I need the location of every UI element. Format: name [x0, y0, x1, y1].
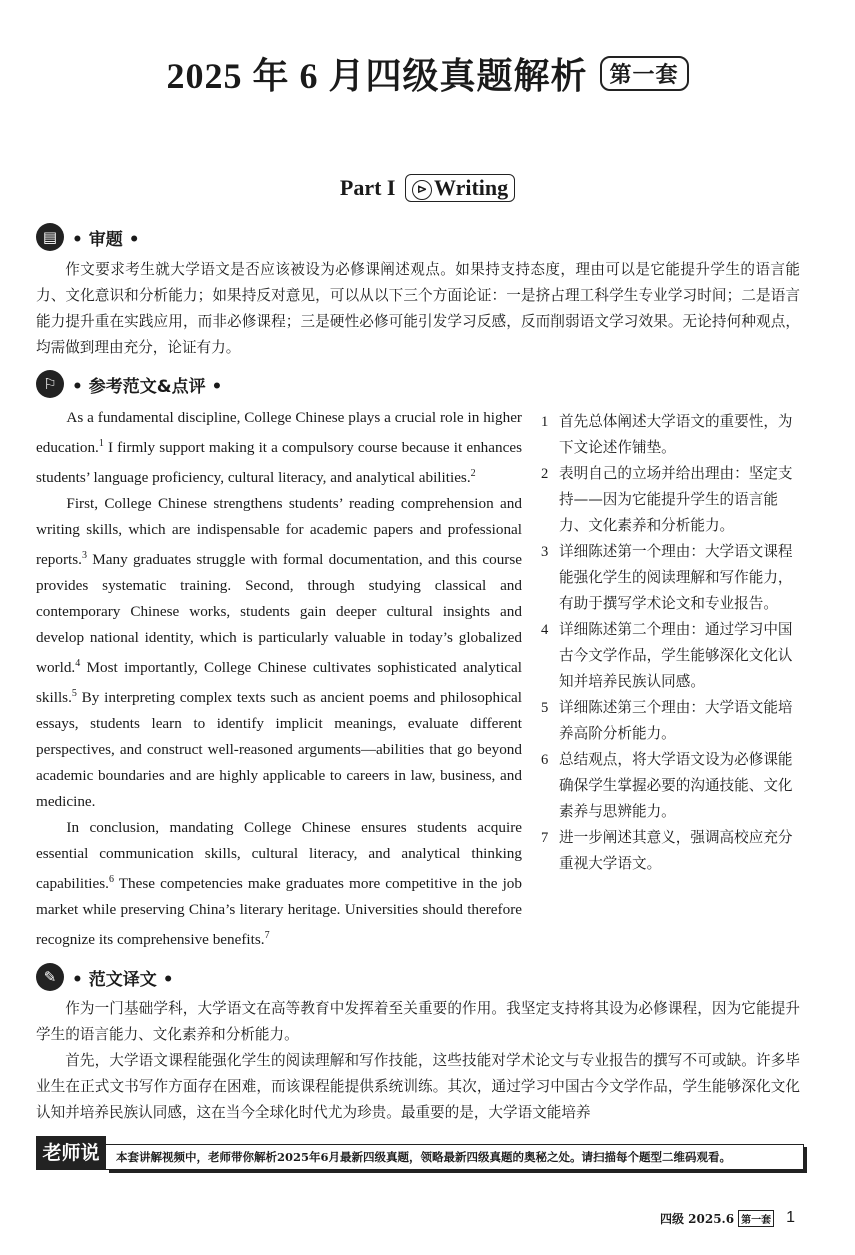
sample-essay — [36, 405, 522, 953]
analysis-text-block — [36, 257, 800, 361]
essay-paragraph-2: First, College Chinese strengthens students’ reading comprehension and writing skills, which are indispensable for academic papers and professional reports.$^3$ Many graduates struggle with formal documentation, and this course provides systematic training. Second, through studying classical and contemporary Chinese works, students gain deeper cultural insights and develop national identity, which is particularly valuable in today’s globalized world.$^4$ Most importantly, College Chinese cultivates sophisticated analytical skills.$^5$ By interpreting complex texts such as ancient poems and philosophical essays, students learn to identify implicit meanings, evaluate different perspectives, and construct well-reasoned arguments—abilities that go beyond academic boundaries and are highly applicable to careers in law, business, and medicine. — [36, 495, 522, 811]
analysis-paragraph: 作文要求考生就大学语文是否应该被设为必修课阐述观点。如果持支持态度，理由可以是它能提升学生的语言能力、文化意识和分析能力；如果持反对意见，可以从以下三个方面论证：一是挤占理工科学生专业学习时间；二是语言能力提升重在实践应用，而非必修课程；三是硬性必修可能引发学习反感，反而削弱语文学习效果。无论持何种观点，均需做到理由充分，论证有力。 — [36, 261, 800, 356]
note-item: 2 表明自己的立场并给出理由：坚定支持——因为它能提升学生的语言能力、文化素养和分析能力。 — [541, 465, 793, 534]
translation-paragraph-2: 首先，大学语文课程能强化学生的阅读理解和写作技能，这些技能对学术论文与专业报告的撰写不可或缺。许多毕业生在正式文书写作方面存在困难，而该课程能提供系统训练。其次，通过学习中国古今文学作品，学生能够深化文化认知并培养民族认同感，这在当今全球化时代尤为珍贵。最重要的是，大学语文能培养 — [36, 1052, 800, 1121]
pen-icon: ✎ — [36, 963, 64, 991]
title-text: 2025 年 6 月四级真题解析 — [166, 56, 588, 96]
translation-paragraph-1: 作为一门基础学科，大学语文在高等教育中发挥着至关重要的作用。我坚定支持将其设为必修课程，因为它能提升学生的语言能力、文化素养和分析能力。 — [36, 1000, 800, 1043]
commentary-notes — [541, 409, 799, 877]
page-number: 1 — [786, 1209, 795, 1226]
part-heading — [0, 174, 855, 202]
document-icon: ▤ — [36, 223, 64, 251]
note-item: 7 进一步阐述其意义，强调高校应充分重视大学语文。 — [541, 829, 793, 872]
translation-block — [36, 996, 800, 1126]
note-item: 5 详细陈述第三个理由：大学语文能培养高阶分析能力。 — [541, 699, 793, 742]
teacher-badge: 老师说 — [36, 1136, 106, 1170]
part-label: Part I — [339, 175, 396, 200]
essay-paragraph-3: In conclusion, mandating College Chinese ensures students acquire essential communication skills, cultural literacy, and analytical thinking capabilities.$^6$ These competencies make graduates more competitive in the job market while preserving China’s literary heritage. Universities should therefore recognize its comprehensive benefits.$^7$ — [36, 819, 522, 949]
footer-tag: 第一套 — [738, 1210, 774, 1227]
section-analysis-header — [36, 223, 140, 251]
section-translation-label: • 范文译文 • — [72, 969, 174, 990]
essay-paragraph-1: As a fundamental discipline, College Chinese plays a crucial role in higher education.$^1$ I firmly support making it a compulsory course because it enhances students’ language proficiency, cultural literacy, and analytical abilities.$^2$ — [36, 409, 522, 487]
note-item: 1 首先总体阐述大学语文的重要性，为下文论述作铺垫。 — [541, 413, 793, 456]
page-footer — [660, 1209, 795, 1227]
page-title — [0, 48, 855, 99]
flag-icon: ⚐ — [36, 370, 64, 398]
part-name: Writing — [433, 175, 509, 200]
section-analysis-label: • 审题 • — [72, 229, 140, 250]
section-translation-header — [36, 963, 174, 991]
arrow-icon: ⊳ — [412, 180, 432, 200]
part-name-box — [405, 174, 515, 202]
note-item: 6 总结观点，将大学语文设为必修课能确保学生掌握必要的沟通技能、文化素养与思辨能力。 — [541, 751, 793, 820]
set-tag: 第一套 — [600, 56, 689, 91]
note-item: 3 详细陈述第一个理由：大学语文课程能强化学生的阅读理解和写作能力，有助于撰写学术论文和专业报告。 — [541, 543, 793, 612]
section-sample-header — [36, 370, 222, 398]
teacher-says-banner — [36, 1136, 804, 1172]
note-item: 4 详细陈述第二个理由：通过学习中国古今文学作品，学生能够深化文化认知并培养民族认同感。 — [541, 621, 793, 690]
footer-label: 四级 2025.6 — [659, 1211, 735, 1226]
section-sample-label: • 参考范文&点评 • — [72, 376, 223, 397]
teacher-text: 本套讲解视频中，老师带你解析2025年6月最新四级真题，领略最新四级真题的奥秘之处。请扫描每个题型二维码观看。 — [116, 1150, 732, 1164]
